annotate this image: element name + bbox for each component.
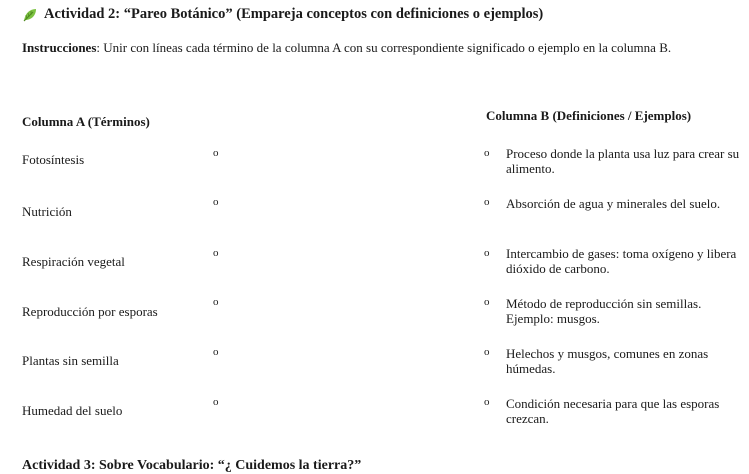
definition-bullet: o [484, 147, 490, 159]
activity-title-text: Actividad 2: “Pareo Botánico” (Empareja conceptos con definiciones o ejemplos) [44, 6, 544, 22]
term-bullet: o [213, 396, 219, 408]
definition-item: Método de reproducción sin semillas. Ejemplo: musgos. [506, 296, 702, 326]
term-item: Humedad del suelo [22, 403, 123, 418]
definition-bullet: o [484, 396, 490, 408]
term-item: Nutrición [22, 204, 72, 219]
definition-bullet: o [484, 296, 490, 308]
term-item: Plantas sin semilla [22, 353, 119, 368]
definition-item: Proceso donde la planta usa luz para crear su alimento. [506, 146, 740, 176]
definition-item: Intercambio de gases: toma oxígeno y libera dióxido de carbono. [506, 246, 737, 276]
instructions [22, 40, 722, 56]
term-bullet: o [213, 247, 219, 259]
term-item: Fotosíntesis [22, 152, 85, 167]
term-bullet: o [213, 296, 219, 308]
term-bullet: o [213, 346, 219, 358]
definition-bullet: o [484, 346, 490, 358]
instructions-text: : Unir con líneas cada término de la columna A con su correspondiente significado o ejemplo en la columna B. [96, 40, 672, 55]
term-bullet: o [213, 147, 219, 159]
column-b-header: Columna B (Definiciones / Ejemplos) [486, 108, 692, 123]
definition-item: Absorción de agua y minerales del suelo. [506, 196, 721, 211]
next-activity-title: Actividad 3: Sobre Vocabulario: “¿ Cuidemos la tierra?” [22, 458, 362, 473]
leaf-icon [22, 7, 38, 23]
definition-bullet: o [484, 196, 490, 208]
term-item: Reproducción por esporas [22, 304, 158, 319]
column-a-header: Columna A (Términos) [22, 114, 150, 129]
instructions-label: Instrucciones [22, 40, 97, 55]
definition-item: Helechos y musgos, comunes en zonas húmedas. [506, 346, 709, 376]
term-item: Respiración vegetal [22, 254, 125, 269]
activity-title [22, 6, 543, 23]
definition-item: Condición necesaria para que las esporas crezcan. [506, 396, 720, 426]
term-bullet: o [213, 196, 219, 208]
definition-bullet: o [484, 247, 490, 259]
